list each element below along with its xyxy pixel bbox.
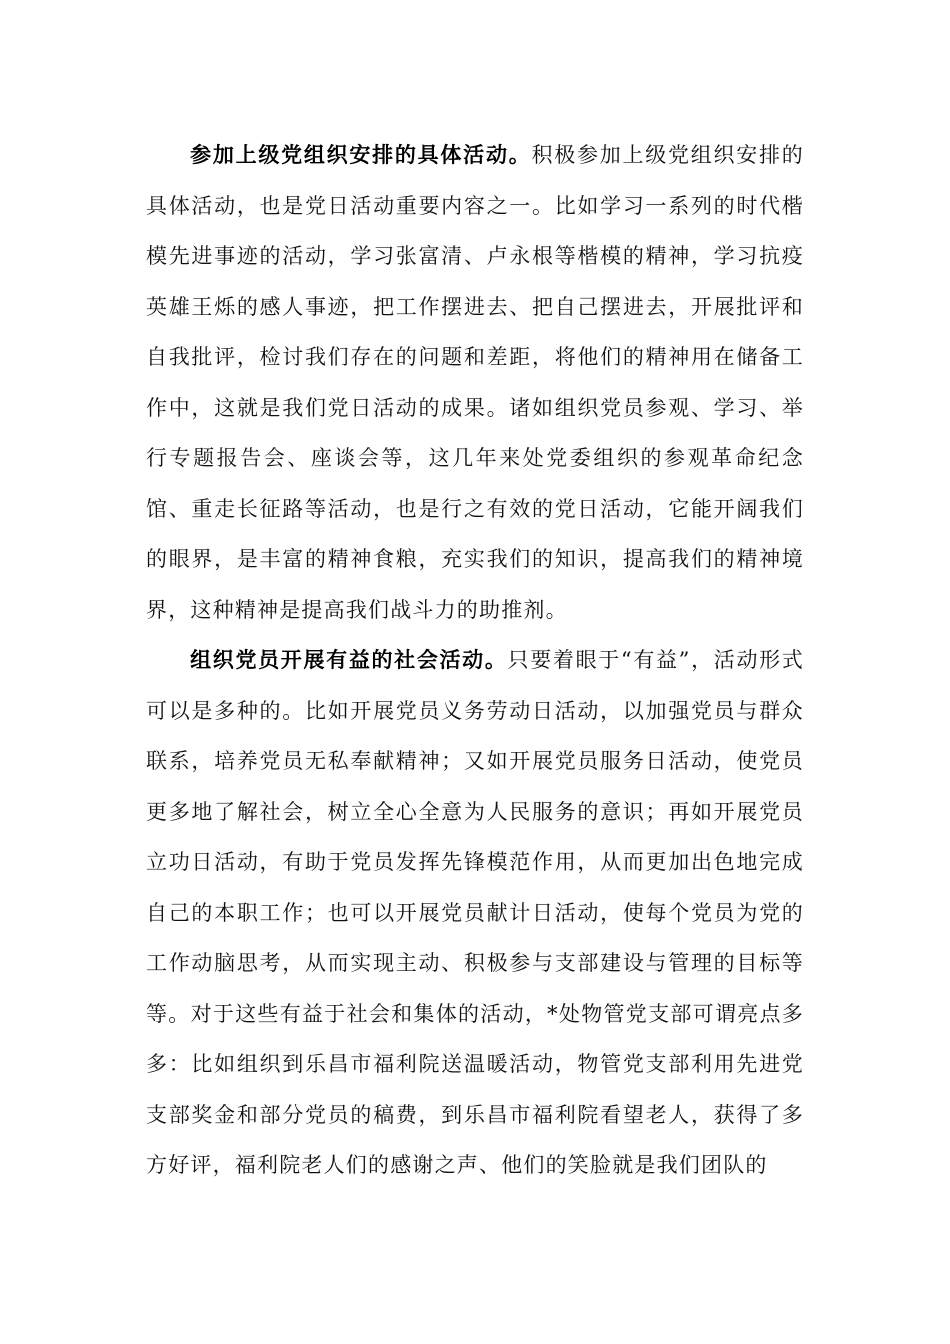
paragraph-text: 积极参加上级党组织安排的具体活动，也是党日活动重要内容之一。比如学习一系列的时代楷模先进事迹的活动，学习张富清、卢永根等楷模的精神，学习抗疫英雄王烁的感人事迹，把工作摆进去、把自己摆进去，开展批评和自我批评，检讨我们存在的问题和差距，将他们的精神用在储备工作中，这就是我们党日活动的成果。诸如组织党员参观、学习、举行专题报告会、座谈会等，这几年来处党委组织的参观革命纪念馆、重走长征路等活动，也是行之有效的党日活动，它能开阔我们的眼界，是丰富的精神食粮，充实我们的知识，提高我们的精神境界，这种精神是提高我们战斗力的助推剂。	[146, 143, 805, 622]
paragraph-text: 只要着眼于“有益”，活动形式可以是多种的。比如开展党员义务劳动日活动，以加强党员与群众联系，培养党员无私奉献精神；又如开展党员服务日活动，使党员更多地了解社会，树立全心全意为人民服务的意识；再如开展党员立功日活动，有助于党员发挥先锋模范作用，从而更加出色地完成自己的本职工作；也可以开展党员献计日活动，使每个党员为党的工作动脑思考，从而实现主动、积极参与支部建设与管理的目标等等。对于这些有益于社会和集体的活动，*处物管党支部可谓亮点多多：比如组织到乐昌市福利院送温暖活动，物管党支部利用先进党支部奖金和部分党员的稿费，到乐昌市福利院看望老人，获得了多方好评，福利院老人们的感谢之声、他们的笑脸就是我们团队的	[146, 648, 804, 1177]
paragraph-heading: 组织党员开展有益的社会活动。	[190, 647, 508, 672]
paragraph-social-activities	[146, 635, 804, 1191]
document-body	[146, 130, 804, 1191]
paragraph-heading: 参加上级党组织安排的具体活动。	[190, 142, 532, 167]
paragraph-activities	[146, 130, 804, 635]
